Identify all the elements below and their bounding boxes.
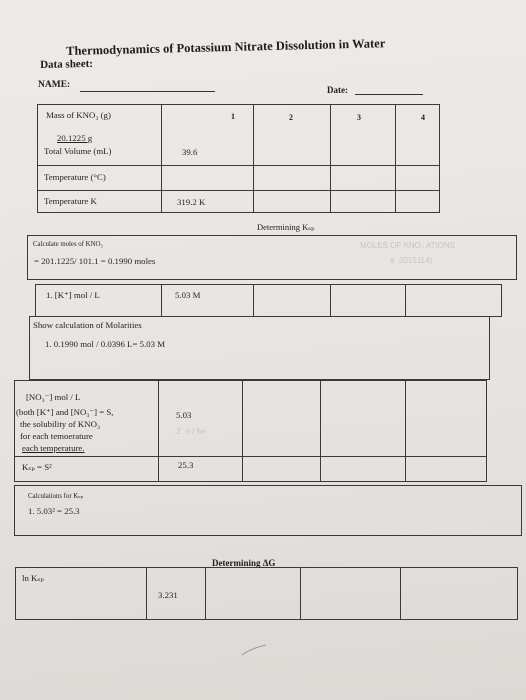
mass-value: 20.1225 g bbox=[57, 133, 93, 143]
ksp-calc-label: Calculations for Kₛₚ bbox=[28, 493, 84, 500]
data-sheet-heading: Data sheet: bbox=[40, 57, 94, 71]
ln-ksp-label: ln Kₛₚ bbox=[22, 573, 44, 583]
column-header-4: 4 bbox=[421, 113, 425, 122]
ksp-heading: Determining Kₛₚ bbox=[257, 222, 315, 232]
ksp-formula-label: Kₛₚ = S² bbox=[22, 462, 52, 472]
solubility-note-4: each temperature. bbox=[22, 443, 85, 453]
name-label: NAME: bbox=[38, 80, 71, 90]
no3-value: 5.03 bbox=[176, 410, 192, 420]
temperature-c-label: Temperature (°C) bbox=[44, 172, 106, 182]
no3-label: [NO₃⁻] mol / L bbox=[26, 392, 81, 402]
ksp-calc-box bbox=[14, 485, 522, 536]
temperature-k-label: Temperature K bbox=[44, 196, 97, 206]
bleed-through-text: e 2015114) bbox=[390, 256, 433, 265]
column-header-2: 2 bbox=[289, 113, 293, 122]
k-concentration-label: 1. [K⁺] mol / L bbox=[46, 290, 100, 300]
solubility-note-1: (both [K⁺] and [NO₃⁻] = S, bbox=[16, 407, 114, 417]
mass-label: Mass of KNO₃ (g) bbox=[46, 110, 111, 120]
temperature-k-value: 319.2 K bbox=[177, 197, 206, 207]
k-concentration-row bbox=[35, 284, 502, 317]
bleed-through-text: MOLES OF KNO₃ ATIONS bbox=[360, 241, 456, 250]
sheet-title: Thermodynamics of Potassium Nitrate Dissolution in Water bbox=[66, 36, 386, 58]
moles-label: Calculate moles of KNO₃ bbox=[33, 241, 103, 248]
date-field-line bbox=[355, 94, 423, 95]
pencil-mark bbox=[240, 640, 270, 660]
ksp-value: 25.3 bbox=[178, 460, 194, 470]
column-header-3: 3 bbox=[357, 113, 361, 122]
delta-g-heading: Determining ΔG bbox=[212, 558, 276, 568]
moles-calc: = 201.1225/ 101.1 = 0.1990 moles bbox=[34, 256, 156, 266]
column-header-1: 1 bbox=[231, 112, 235, 121]
molarity-box bbox=[29, 316, 490, 380]
volume-label: Total Volume (mL) bbox=[44, 146, 112, 156]
ksp-calc: 1. 5.03² = 25.3 bbox=[28, 506, 80, 516]
molarity-calc: 1. 0.1990 mol / 0.0396 L= 5.03 M bbox=[45, 339, 166, 349]
name-field-line bbox=[80, 91, 215, 92]
delta-g-table bbox=[15, 567, 518, 620]
date-label: Date: bbox=[327, 85, 348, 95]
k-concentration-value: 5.03 M bbox=[175, 290, 201, 300]
solubility-note-3: for each temoerature bbox=[20, 431, 93, 441]
volume-value: 39.6 bbox=[182, 147, 198, 157]
solubility-note-2: the solubility of KNO₃ bbox=[20, 419, 101, 429]
ln-ksp-value: 3.231 bbox=[158, 590, 178, 600]
bleed-through-text: . 2 n / 5e bbox=[172, 427, 206, 436]
measurements-table bbox=[37, 104, 440, 213]
molarity-calc-label: Show calculation of Molarities bbox=[33, 320, 142, 330]
